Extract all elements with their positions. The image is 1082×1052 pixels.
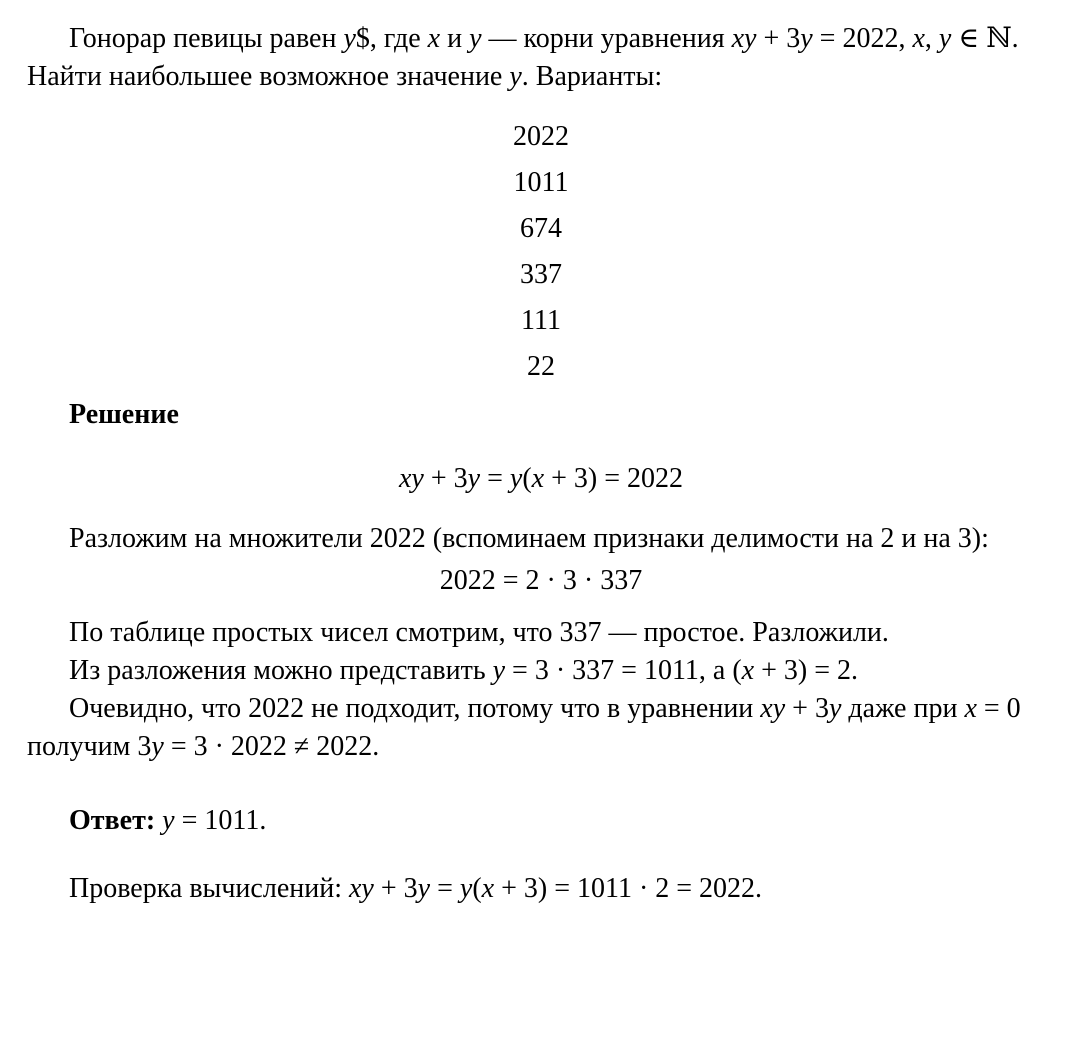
text-segment: = 2022, bbox=[812, 23, 913, 54]
answer-line bbox=[27, 802, 1055, 840]
math-segment: x bbox=[741, 655, 755, 686]
text-segment: Очевидно, что 2022 не подходит, потому что в уравнении bbox=[69, 693, 761, 724]
text-segment: $, где bbox=[355, 23, 428, 54]
text-segment: По таблице простых чисел смотрим, что 337 — простое. Разложили. bbox=[69, 617, 889, 648]
math-segment: xy bbox=[731, 23, 757, 54]
text-segment: и bbox=[440, 23, 470, 54]
equation-main bbox=[27, 460, 1055, 498]
math-segment: xy bbox=[348, 873, 374, 904]
problem-statement bbox=[27, 20, 1055, 96]
math-segment: y bbox=[800, 23, 813, 54]
math-segment: x bbox=[481, 873, 495, 904]
option-1011: 1011 bbox=[513, 167, 569, 198]
text-segment: + 3 bbox=[373, 873, 418, 904]
text-segment: = bbox=[480, 463, 510, 494]
text-segment: Проверка вычислений: bbox=[69, 873, 349, 904]
math-segment: y bbox=[469, 23, 482, 54]
text-segment: Разложим на множители 2022 (вспоминаем признаки делимости на 2 и на 3): bbox=[69, 523, 989, 554]
factor-intro bbox=[27, 520, 1055, 558]
text-segment: + 3 bbox=[423, 463, 468, 494]
text-segment: 2022 = 2 · 3 · 337 bbox=[439, 565, 643, 596]
text-segment: + 3 bbox=[756, 23, 801, 54]
text-segment: = 0 получим 3 bbox=[27, 693, 1021, 762]
text-segment: . Варианты: bbox=[521, 61, 663, 92]
text-segment: = 3 · 337 = 1011, а ( bbox=[505, 655, 742, 686]
math-segment: y bbox=[509, 463, 523, 494]
math-segment: y bbox=[162, 805, 175, 836]
factorization-equation bbox=[27, 562, 1055, 600]
math-segment: x bbox=[912, 23, 925, 54]
text-segment: — корни уравнения bbox=[481, 23, 732, 54]
option-2022: 2022 bbox=[513, 121, 569, 152]
option-674: 674 bbox=[520, 213, 562, 244]
text-segment: + 3) = 2. bbox=[754, 655, 858, 686]
bold-segment: Ответ: bbox=[69, 805, 156, 836]
math-segment: y bbox=[828, 693, 842, 724]
options-list bbox=[27, 118, 1055, 386]
math-segment: x bbox=[427, 23, 441, 54]
math-segment: y bbox=[343, 23, 356, 54]
math-segment: y bbox=[459, 873, 473, 904]
text-segment: + 3) = 2022 bbox=[544, 463, 683, 494]
math-segment: xy bbox=[399, 463, 424, 494]
math-segment: xy bbox=[760, 693, 786, 724]
text-segment: Гонорар певицы равен bbox=[69, 23, 344, 54]
text-segment: Из разложения можно представить bbox=[69, 655, 493, 686]
text-segment: = 1011. bbox=[174, 805, 267, 836]
verification-line bbox=[27, 870, 1055, 908]
option-337: 337 bbox=[520, 259, 562, 290]
math-segment: y bbox=[467, 463, 481, 494]
solution-heading: Решение bbox=[69, 399, 179, 430]
text-segment: + 3 bbox=[785, 693, 829, 724]
math-segment: y bbox=[492, 655, 506, 686]
text-segment: = 3 · 2022 ≠ 2022. bbox=[163, 731, 380, 762]
option-111: 111 bbox=[521, 305, 561, 336]
text-segment: , bbox=[924, 23, 939, 54]
option-22: 22 bbox=[527, 351, 555, 382]
text-segment: ( bbox=[522, 463, 532, 494]
math-segment: x bbox=[964, 693, 977, 724]
note-representation bbox=[27, 652, 1055, 690]
math-segment: y bbox=[938, 23, 952, 54]
note-prime bbox=[27, 614, 1055, 652]
text-segment: ( bbox=[472, 873, 482, 904]
text-segment: + 3) = 1011 · 2 = 2022. bbox=[494, 873, 763, 904]
math-segment: y bbox=[509, 61, 522, 92]
text-segment: ∈ ℕ. Найти наибольшее возможное значение bbox=[27, 23, 1019, 92]
text-segment: даже при bbox=[841, 693, 965, 724]
math-segment: y bbox=[151, 731, 164, 762]
text-segment: = bbox=[430, 873, 460, 904]
math-segment: x bbox=[531, 463, 545, 494]
note-2022-excluded bbox=[27, 690, 1055, 766]
math-segment: y bbox=[417, 873, 431, 904]
